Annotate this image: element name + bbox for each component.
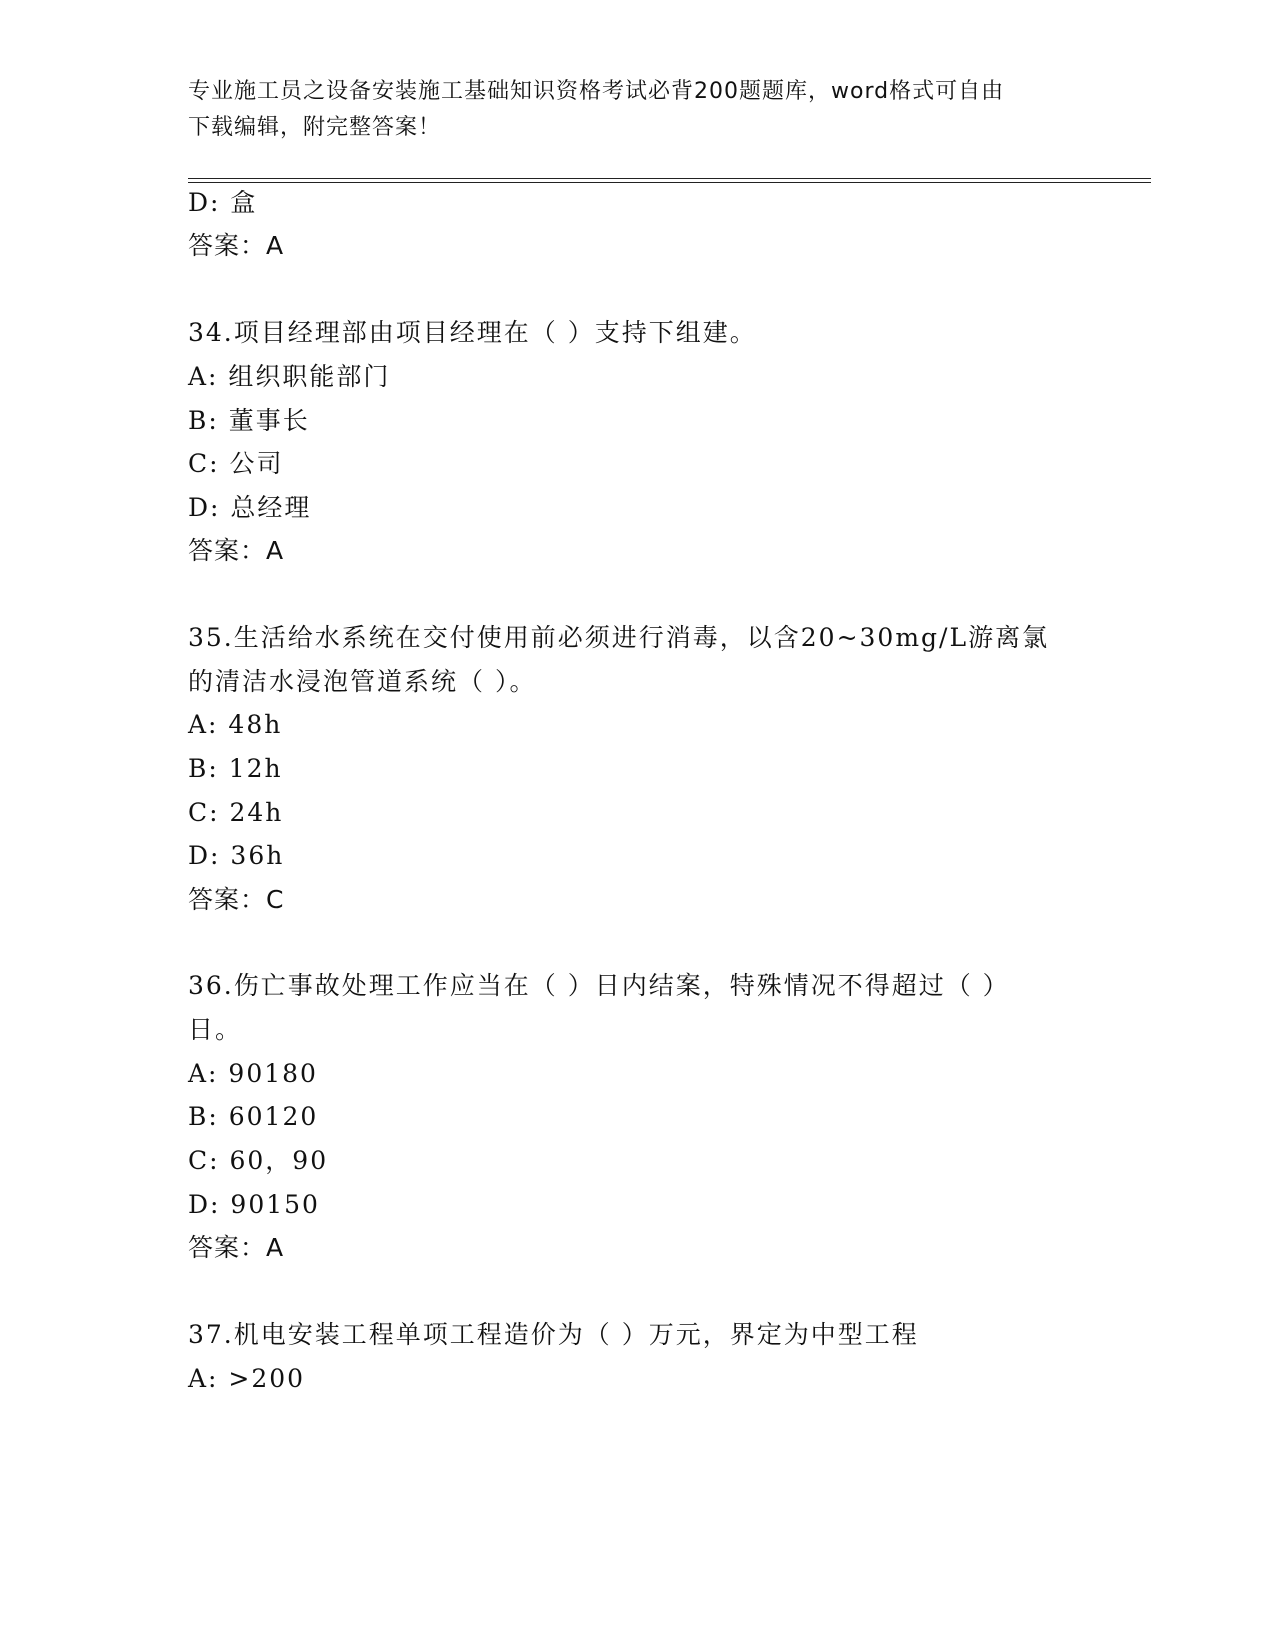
q33-option-d: D: 盒	[188, 188, 258, 217]
q35-option-b: B: 12h	[188, 754, 283, 783]
q34-option-a: A: 组织职能部门	[188, 362, 391, 391]
q36-option-c: C: 60，90	[188, 1146, 329, 1175]
q34-stem: 34.项目经理部由项目经理在（ ）支持下组建。	[188, 318, 757, 347]
document-header	[188, 74, 1088, 146]
q34-option-b: B: 董事长	[188, 406, 310, 435]
q34-option-c: C: 公司	[188, 449, 284, 478]
q34-option-d: D: 总经理	[188, 493, 312, 522]
q37-stem: 37.机电安装工程单项工程造价为（ ）万元，界定为中型工程	[188, 1320, 919, 1349]
q37-option-a: A: >200	[188, 1364, 306, 1393]
q36-answer: 答案：A	[188, 1233, 285, 1262]
q35-option-d: D: 36h	[188, 841, 285, 870]
q34-answer: 答案：A	[188, 536, 285, 565]
q35-option-a: A: 48h	[188, 710, 283, 739]
q36-option-a: A: 90180	[188, 1059, 318, 1088]
q35-answer: 答案：C	[188, 885, 285, 914]
q35-stem-line-1: 35.生活给水系统在交付使用前必须进行消毒，以含20~30mg/L游离氯	[188, 623, 1050, 652]
q36-option-d: D: 90150	[188, 1190, 320, 1219]
q33-answer: 答案：A	[188, 231, 285, 260]
header-divider	[188, 178, 1151, 183]
header-title-line-1: 专业施工员之设备安装施工基础知识资格考试必背200题题库，word格式可自由	[188, 79, 1005, 104]
q36-stem-line-1: 36.伤亡事故处理工作应当在（ ）日内结案，特殊情况不得超过（ ）	[188, 971, 1010, 1000]
q35-option-c: C: 24h	[188, 798, 284, 827]
header-title-line-2: 下载编辑，附完整答案！	[188, 115, 442, 140]
q36-stem-line-2: 日。	[188, 1015, 243, 1044]
q35-stem-line-2: 的清洁水浸泡管道系统（ ）。	[188, 667, 537, 696]
q36-option-b: B: 60120	[188, 1102, 319, 1131]
